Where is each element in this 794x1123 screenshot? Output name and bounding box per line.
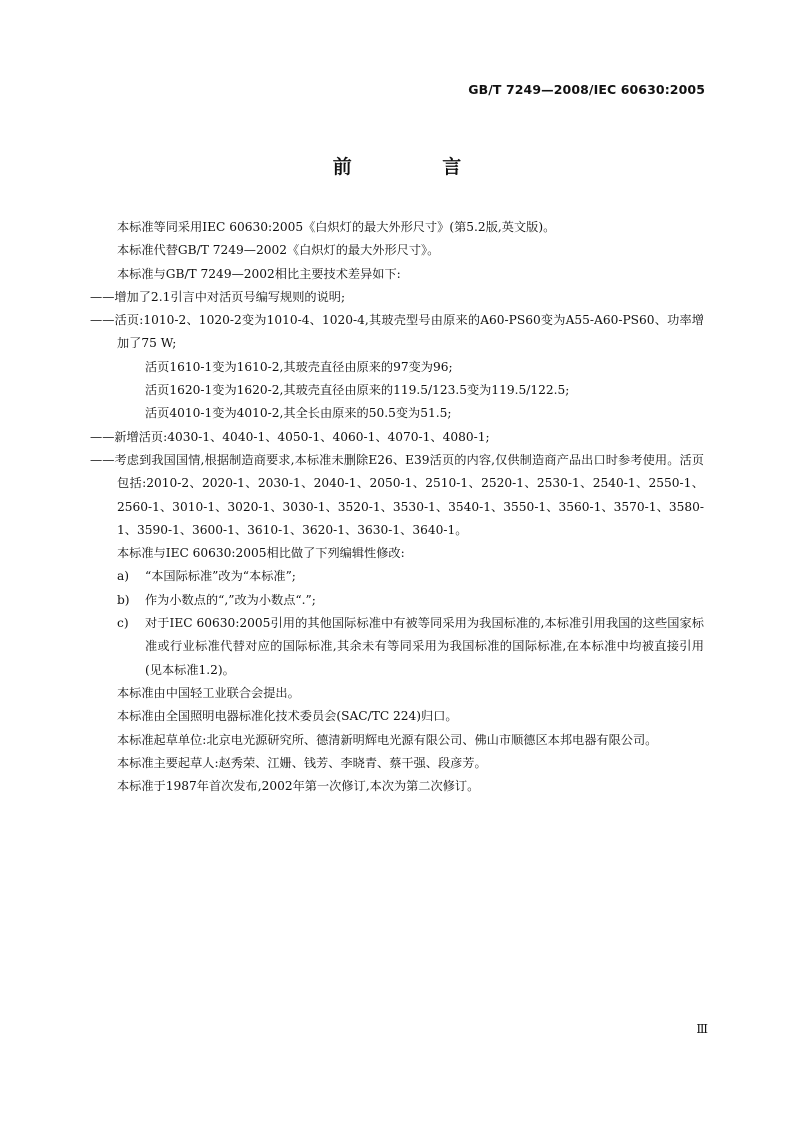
editorial-item-a-label: a) (117, 569, 130, 584)
difference-item-e26-e39: ——考虑到我国国情,根据制造商要求,本标准未删除E26、E39活页的内容,仅供制造商产品出口时参考使用。活页包括:2010-2、2020-1、2030-1、2040-1、2050-1、2510-1、2520-1、2530-1、2540-1、2550-1、2560-1、3010-1、3020-1、3030-1、3520-1、3530-1、3540-1、3550-1、3560-1、3570-1、3580-1、3590-1、3600-1、3610-1、3620-1、3630-1、3640-1。 (90, 452, 704, 537)
difference-subitem-4010: 活页4010-1变为4010-2,其全长由原来的50.5变为51.5; (145, 406, 452, 421)
paragraph-drafters: 本标准主要起草人:赵秀荣、江姗、钱芳、李晓青、蔡干强、段彦芳。 (117, 755, 487, 770)
paragraph-under-jurisdiction: 本标准由全国照明电器标准化技术委员会(SAC/TC 224)归口。 (117, 709, 458, 724)
difference-item-new-sheets: ——新增活页:4030-1、4040-1、4050-1、4060-1、4070-1、4080-1; (90, 429, 490, 444)
standard-code: GB/T 7249—2008/IEC 60630:2005 (468, 82, 705, 97)
difference-subitem-1610: 活页1610-1变为1610-2,其玻壳直径由原来的97变为96; (145, 359, 453, 374)
page-title: 前 言 (332, 156, 504, 178)
paragraph-drafting-units: 本标准起草单位:北京电光源研究所、德清新明辉电光源有限公司、佛山市顺德区本邦电器有限公司。 (117, 732, 658, 747)
editorial-item-b-text: 作为小数点的“,”改为小数点“.”; (145, 592, 316, 607)
difference-subitem-1620: 活页1620-1变为1620-2,其玻壳直径由原来的119.5/123.5变为119.5/122.5; (145, 383, 570, 398)
paragraph-adoption: 本标准等同采用IEC 60630:2005《白炽灯的最大外形尺寸》(第5.2版,英文版)。 (117, 220, 556, 234)
editorial-item-c (90, 612, 704, 682)
editorial-item-c-label: c) (117, 616, 129, 631)
foreword-body (90, 216, 704, 798)
editorial-item-a (90, 565, 704, 588)
paragraph-history: 本标准于1987年首次发布,2002年第一次修订,本次为第二次修订。 (117, 779, 480, 794)
editorial-item-c-text: 对于IEC 60630:2005引用的其他国际标准中有被等同采用为我国标准的,本标准引用我国的这些国家标准或行业标准代替对应的国际标准,其余未有等同采用为我国标准的国际标准,在本标准中均被直接引用(见本标准1.2)。 (145, 616, 704, 677)
paragraph-replaces: 本标准代替GB/T 7249—2002《白炽灯的最大外形尺寸》。 (117, 243, 440, 258)
paragraph-differences-intro: 本标准与GB/T 7249—2002相比主要技术差异如下: (117, 266, 401, 281)
editorial-item-a-text: “本国际标准”改为“本标准”; (145, 569, 296, 584)
difference-item-sheets: ——活页:1010-2、1020-2变为1010-4、1020-4,其玻壳型号由原来的A60-PS60变为A55-A60-PS60、功率增加了75 W; (90, 313, 704, 351)
paragraph-editorial-intro: 本标准与IEC 60630:2005相比做了下列编辑性修改: (117, 546, 405, 561)
difference-item-intro-rule: ——增加了2.1引言中对活页号编写规则的说明; (90, 289, 346, 304)
editorial-item-b-label: b) (117, 592, 130, 607)
editorial-item-b (90, 589, 704, 612)
paragraph-proposed-by: 本标准由中国轻工业联合会提出。 (117, 685, 300, 700)
page-number: Ⅲ (696, 1022, 708, 1036)
